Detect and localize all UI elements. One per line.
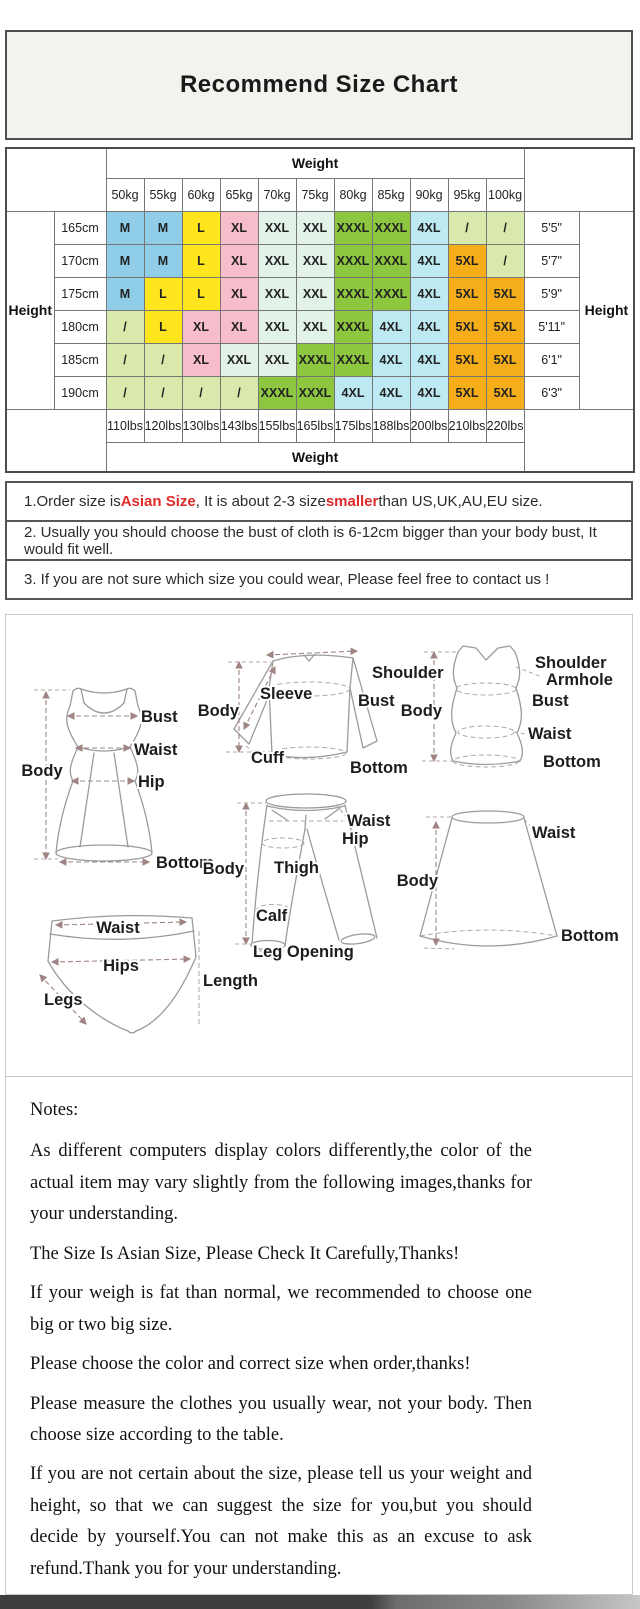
order-note-2 <box>5 520 633 561</box>
order-note-1 <box>5 481 633 522</box>
size-cell: 5XL <box>486 310 524 343</box>
size-cell: / <box>106 343 144 376</box>
diagram-label-hips: Hips <box>103 957 139 975</box>
size-cell: XXXL <box>258 376 296 409</box>
diagram-label-calf: Calf <box>256 907 288 925</box>
size-cell: M <box>106 211 144 244</box>
diagram-label-waist: Waist <box>134 741 178 759</box>
size-cell: XXXL <box>334 343 372 376</box>
size-cell: 4XL <box>410 277 448 310</box>
size-cell: L <box>144 277 182 310</box>
size-cell: XXXL <box>334 244 372 277</box>
lbs-label: 110lbs <box>106 409 144 442</box>
size-cell: XXXL <box>334 277 372 310</box>
diagram-label-shoulder: Shoulder <box>372 664 444 682</box>
kg-label: 80kg <box>334 178 372 211</box>
size-cell: 4XL <box>372 376 410 409</box>
kg-label: 60kg <box>182 178 220 211</box>
height-value: 165cm <box>54 211 106 244</box>
size-cell: M <box>144 244 182 277</box>
diagram-label-bust: Bust <box>141 708 178 726</box>
size-cell: XL <box>182 310 220 343</box>
diagram-label-body: Body <box>396 872 438 890</box>
order-notes <box>5 481 633 600</box>
size-cell: / <box>220 376 258 409</box>
size-cell: / <box>182 376 220 409</box>
diagram-label-legs: Legs <box>44 991 83 1009</box>
kg-label: 90kg <box>410 178 448 211</box>
size-cell: 4XL <box>372 343 410 376</box>
size-cell: XXXL <box>372 244 410 277</box>
lbs-label: 155lbs <box>258 409 296 442</box>
diagram-label-waist: Waist <box>532 824 576 842</box>
notes-paragraphs <box>30 1136 532 1585</box>
lbs-label: 120lbs <box>144 409 182 442</box>
diagram-label-sleeve: Sleeve <box>260 685 313 703</box>
size-cell: XL <box>220 244 258 277</box>
diagram-label-bust: Bust <box>358 692 395 710</box>
size-cell: XXL <box>258 343 296 376</box>
bottom-notes <box>5 1076 633 1595</box>
size-cell: XXXL <box>334 211 372 244</box>
note-text: 1.Order size is <box>24 493 121 510</box>
size-cell: L <box>182 277 220 310</box>
size-cell: M <box>144 211 182 244</box>
size-cell: XXL <box>258 310 296 343</box>
size-cell: 4XL <box>334 376 372 409</box>
size-cell: / <box>144 343 182 376</box>
notes-paragraph: Please measure the clothes you usually wear, not your body. Then choose size according to the table. <box>30 1393 532 1445</box>
kg-label: 55kg <box>144 178 182 211</box>
feet-value: 6'1" <box>524 343 579 376</box>
diagram-label-length: Length <box>203 972 258 990</box>
size-table <box>5 147 635 473</box>
size-cell: 5XL <box>486 343 524 376</box>
size-cell: 5XL <box>448 310 486 343</box>
note-text: 3. If you are not sure which size you could wear, Please feel free to contact us ! <box>24 571 550 588</box>
size-cell: 4XL <box>372 310 410 343</box>
size-cell: XXL <box>258 211 296 244</box>
lbs-label: 130lbs <box>182 409 220 442</box>
size-cell: / <box>486 244 524 277</box>
height-value: 180cm <box>54 310 106 343</box>
corner-cell <box>524 148 634 211</box>
feet-value: 5'11" <box>524 310 579 343</box>
size-cell: XXXL <box>372 277 410 310</box>
kg-label: 65kg <box>220 178 258 211</box>
size-cell: 5XL <box>448 244 486 277</box>
size-cell: / <box>106 376 144 409</box>
diagram-label-waist: Waist <box>347 812 391 830</box>
feet-value: 6'3" <box>524 376 579 409</box>
kg-label: 85kg <box>372 178 410 211</box>
diagram-label-leg-opening: Leg Opening <box>253 943 354 961</box>
size-cell: XL <box>182 343 220 376</box>
diagram-label-body: Body <box>21 762 63 780</box>
diagram-label-hip: Hip <box>138 773 165 791</box>
size-cell: XL <box>220 211 258 244</box>
diagram-label-waist: Waist <box>528 725 572 743</box>
corner-cell <box>6 409 106 472</box>
kg-label: 50kg <box>106 178 144 211</box>
diagram-label-cuff: Cuff <box>251 749 284 767</box>
height-value: 190cm <box>54 376 106 409</box>
shirt-diagram <box>226 651 377 759</box>
size-cell: 4XL <box>410 244 448 277</box>
notes-heading: Notes: <box>30 1100 79 1120</box>
size-cell: XXXL <box>296 343 334 376</box>
notes-paragraph: As different computers display colors differently,the color of the actual item may vary slightly from the following images,thanks for your understanding. <box>30 1141 532 1225</box>
feet-value: 5'5" <box>524 211 579 244</box>
size-cell: XXL <box>258 244 296 277</box>
size-cell: XL <box>220 310 258 343</box>
size-cell: XXL <box>296 244 334 277</box>
kg-label: 100kg <box>486 178 524 211</box>
weight-header-bottom: Weight <box>106 442 524 472</box>
title-box <box>5 30 633 140</box>
lbs-label: 210lbs <box>448 409 486 442</box>
lbs-label: 200lbs <box>410 409 448 442</box>
diagram-label-body: Body <box>202 860 244 878</box>
size-cell: 4XL <box>410 211 448 244</box>
lbs-label: 165lbs <box>296 409 334 442</box>
note-text: than US,UK,AU,EU size. <box>378 493 543 510</box>
size-cell: 5XL <box>448 376 486 409</box>
size-cell: M <box>106 244 144 277</box>
lbs-label: 175lbs <box>334 409 372 442</box>
size-cell: 4XL <box>410 376 448 409</box>
lbs-label: 143lbs <box>220 409 258 442</box>
size-cell: 5XL <box>486 277 524 310</box>
size-cell: 4XL <box>410 310 448 343</box>
size-cell: XXL <box>296 310 334 343</box>
diagram-label-armhole: Armhole <box>546 671 613 689</box>
size-cell: XL <box>220 277 258 310</box>
lbs-label: 188lbs <box>372 409 410 442</box>
size-cell: 5XL <box>448 277 486 310</box>
size-cell: / <box>106 310 144 343</box>
kg-label: 70kg <box>258 178 296 211</box>
height-header-left: Height <box>6 211 54 409</box>
corner-cell <box>524 409 634 472</box>
size-cell: 4XL <box>410 343 448 376</box>
size-cell: L <box>182 211 220 244</box>
highlight-text: Asian Size <box>120 493 196 510</box>
feet-value: 5'9" <box>524 277 579 310</box>
size-cell: XXL <box>296 277 334 310</box>
diagram-label-bottom: Bottom <box>543 753 601 771</box>
diagram-label-bottom: Bottom <box>350 759 408 777</box>
size-cell: / <box>486 211 524 244</box>
size-cell: XXL <box>220 343 258 376</box>
order-note-3 <box>5 559 633 600</box>
diagram-label-body: Body <box>197 702 239 720</box>
size-cell: 5XL <box>448 343 486 376</box>
diagram-label-body: Body <box>400 702 442 720</box>
size-cell: L <box>182 244 220 277</box>
size-cell: M <box>106 277 144 310</box>
diagram-label-hip: Hip <box>342 830 369 848</box>
diagram-label-bottom: Bottom <box>156 854 214 872</box>
size-cell: XXL <box>296 211 334 244</box>
diagram-label-shoulder: Shoulder <box>535 654 607 672</box>
highlight-text: smaller <box>325 493 379 510</box>
lbs-label: 220lbs <box>486 409 524 442</box>
diagram-label-waist: Waist <box>96 919 140 937</box>
measurement-diagrams <box>5 614 633 1076</box>
notes-paragraph: If your weigh is fat than normal, we recommended to choose one big or two big size. <box>30 1283 532 1335</box>
height-header-right: Height <box>579 211 634 409</box>
size-cell: XXXL <box>296 376 334 409</box>
diagram-label-thigh: Thigh <box>274 859 319 877</box>
note-text: , It is about 2-3 size <box>195 493 326 510</box>
weight-header-top: Weight <box>106 148 524 178</box>
bottom-edge-bar <box>0 1595 640 1609</box>
notes-paragraph: Please choose the color and correct size when order,thanks! <box>30 1354 471 1375</box>
size-cell: 5XL <box>486 376 524 409</box>
note-text: 2. Usually you should choose the bust of cloth is 6-12cm bigger than your body bust, It would fit well. <box>24 523 597 558</box>
feet-value: 5'7" <box>524 244 579 277</box>
notes-paragraph: The Size Is Asian Size, Please Check It Carefully,Thanks! <box>30 1243 460 1264</box>
kg-label: 95kg <box>448 178 486 211</box>
size-cell: XXL <box>258 277 296 310</box>
size-cell: / <box>448 211 486 244</box>
size-cell: L <box>144 310 182 343</box>
kg-label: 75kg <box>296 178 334 211</box>
height-value: 175cm <box>54 277 106 310</box>
diagram-label-bust: Bust <box>532 692 569 710</box>
height-value: 170cm <box>54 244 106 277</box>
size-cell: / <box>144 376 182 409</box>
height-value: 185cm <box>54 343 106 376</box>
notes-paragraph: If you are not certain about the size, please tell us your weight and height, so that we can suggest the size for you,but you should decide by yourself.You can not make this as an excuse to ask refund.Thank you for your understanding. <box>30 1464 532 1579</box>
page-title: Recommend Size Chart <box>179 71 459 98</box>
size-cell: XXXL <box>372 211 410 244</box>
size-cell: XXXL <box>334 310 372 343</box>
diagram-label-bottom: Bottom <box>561 927 619 945</box>
corner-cell <box>6 148 106 211</box>
